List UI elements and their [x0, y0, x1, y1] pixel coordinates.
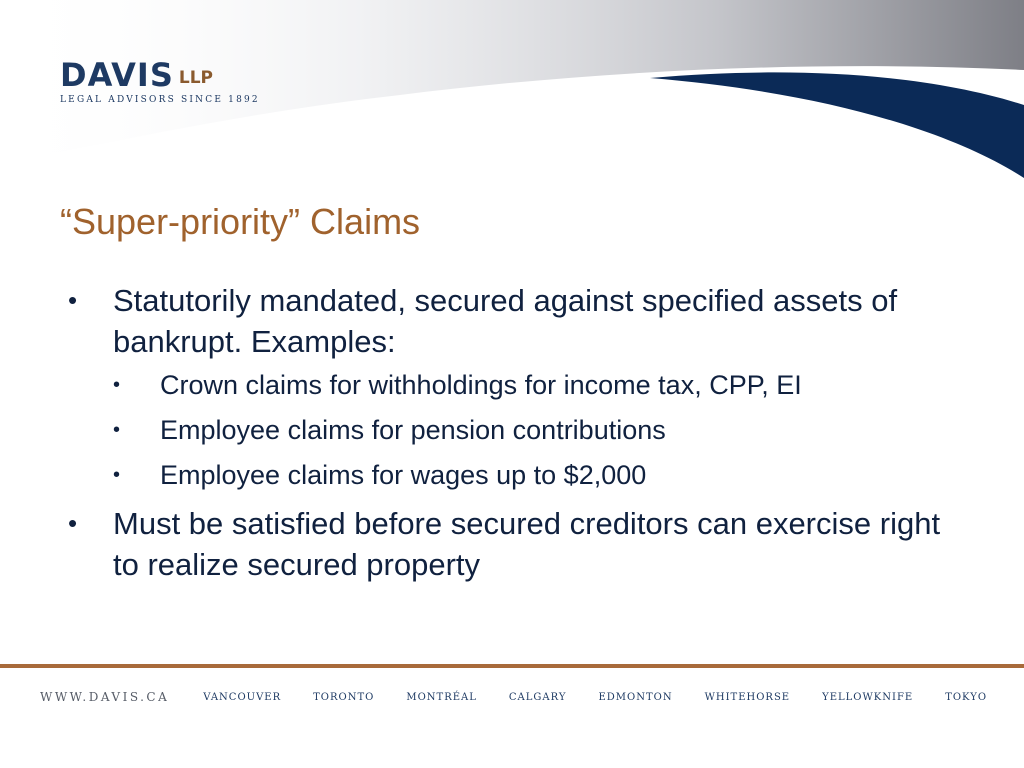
footer: [40, 690, 990, 704]
sub-bullet-item: • Employee claims for wages up to $2,000: [113, 458, 960, 493]
footer-rule: [0, 664, 1024, 668]
bullet-item: [60, 280, 960, 493]
footer-city: WHITEHORSE: [704, 691, 791, 703]
footer-city: EDMONTON: [598, 691, 673, 703]
footer-city: YELLOWKNIFE: [822, 691, 914, 703]
bullet-list: [60, 280, 960, 585]
bullet-text: Statutorily mandated, secured against specified assets of bankrupt. Examples:: [113, 283, 898, 359]
slide-title: “Super-priority” Claims: [60, 201, 421, 242]
footer-city: MONTRÉAL: [406, 691, 477, 703]
footer-city: CALGARY: [508, 691, 567, 703]
sub-bullet-item: • Crown claims for withholdings for income tax, CPP, EI: [113, 368, 960, 403]
footer-city: TORONTO: [313, 691, 375, 703]
logo-tagline: LEGAL ADVISORS SINCE 1892: [60, 95, 260, 105]
footer-cities: [203, 692, 987, 703]
footer-city: TOKYO: [945, 691, 988, 703]
slide-content: [60, 280, 960, 589]
davis-logo: [60, 58, 260, 105]
bullet-item: [60, 503, 960, 585]
footer-url[interactable]: WWW.DAVIS.CA: [40, 690, 170, 704]
sub-bullet-list: [113, 368, 960, 493]
sub-bullet-item: • Employee claims for pension contributions: [113, 413, 960, 448]
logo-name: DAVIS: [60, 56, 174, 94]
footer-city: VANCOUVER: [203, 691, 282, 703]
bullet-text: Must be satisfied before secured creditors can exercise right to realize secured property: [113, 506, 941, 582]
logo-suffix: LLP: [178, 68, 213, 88]
